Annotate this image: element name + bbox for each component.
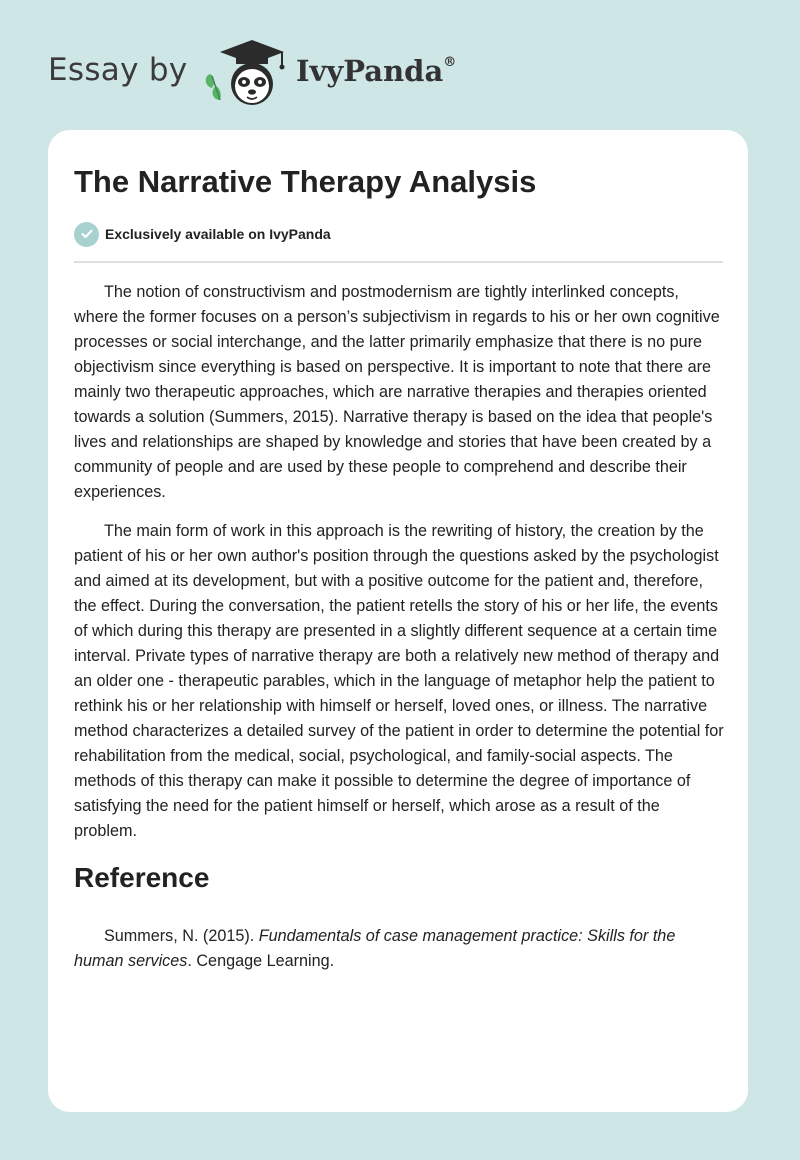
article-body bbox=[74, 280, 726, 974]
brand-name: IvyPanda® bbox=[296, 54, 457, 88]
page-title: The Narrative Therapy Analysis bbox=[74, 164, 537, 199]
divider bbox=[74, 261, 723, 263]
paragraph: The notion of constructivism and postmodernism are tightly interlinked concepts, where the former focuses on a person’s subjectivism in regards to his or her own cognitive processes or social interchange, and the latter primarily emphasize that there is no pure objectivism since everything is based on perspective. It is important to note that there are mainly two therapeutic approaches, which are narrative therapies and therapies oriented towards a solution (Summers, 2015). Narrative therapy is based on the idea that people's lives and relationships are shaped by knowledge and stories that have been created by a community of people and are used by these people to comprehend and describe their experiences. bbox=[74, 283, 720, 501]
site-header bbox=[48, 36, 752, 106]
panda-graduate-icon bbox=[200, 36, 290, 108]
paragraph: The main form of work in this approach is the rewriting of history, the creation by the patient of his or her own author's position through the questions asked by the psychologist and aimed at its development, but with a positive outcome for the patient and, therefore, the effect. During the conversation, the patient retells the story of his or her life, the events of which during this therapy are presented in a slightly different sequence at a certain time interval. Private types of narrative therapy are both a relatively new method of therapy and an older one - therapeutic parables, which in the language of metaphor help the patient to rethink his or her relationship with himself or herself, loved ones, or illness. The narrative method characterizes a detailed survey of the patient in order to determine the potential for rehabilitation from the medical, social, psychological, and family-social aspects. The methods of this therapy can make it possible to determine the degree of importance of satisfying the need for the patient himself or herself, which arose as a result of the problem. bbox=[74, 522, 724, 840]
reference-heading: Reference bbox=[74, 862, 210, 893]
check-icon bbox=[74, 222, 99, 247]
exclusive-badge bbox=[74, 221, 331, 247]
reference-entry: Summers, N. (2015). Fundamentals of case management practice: Skills for the human services. Cengage Learning. bbox=[74, 927, 676, 970]
badge-label: Exclusively available on IvyPanda bbox=[105, 226, 331, 242]
essay-card bbox=[48, 130, 748, 1112]
essay-by-label: Essay by bbox=[48, 52, 188, 88]
